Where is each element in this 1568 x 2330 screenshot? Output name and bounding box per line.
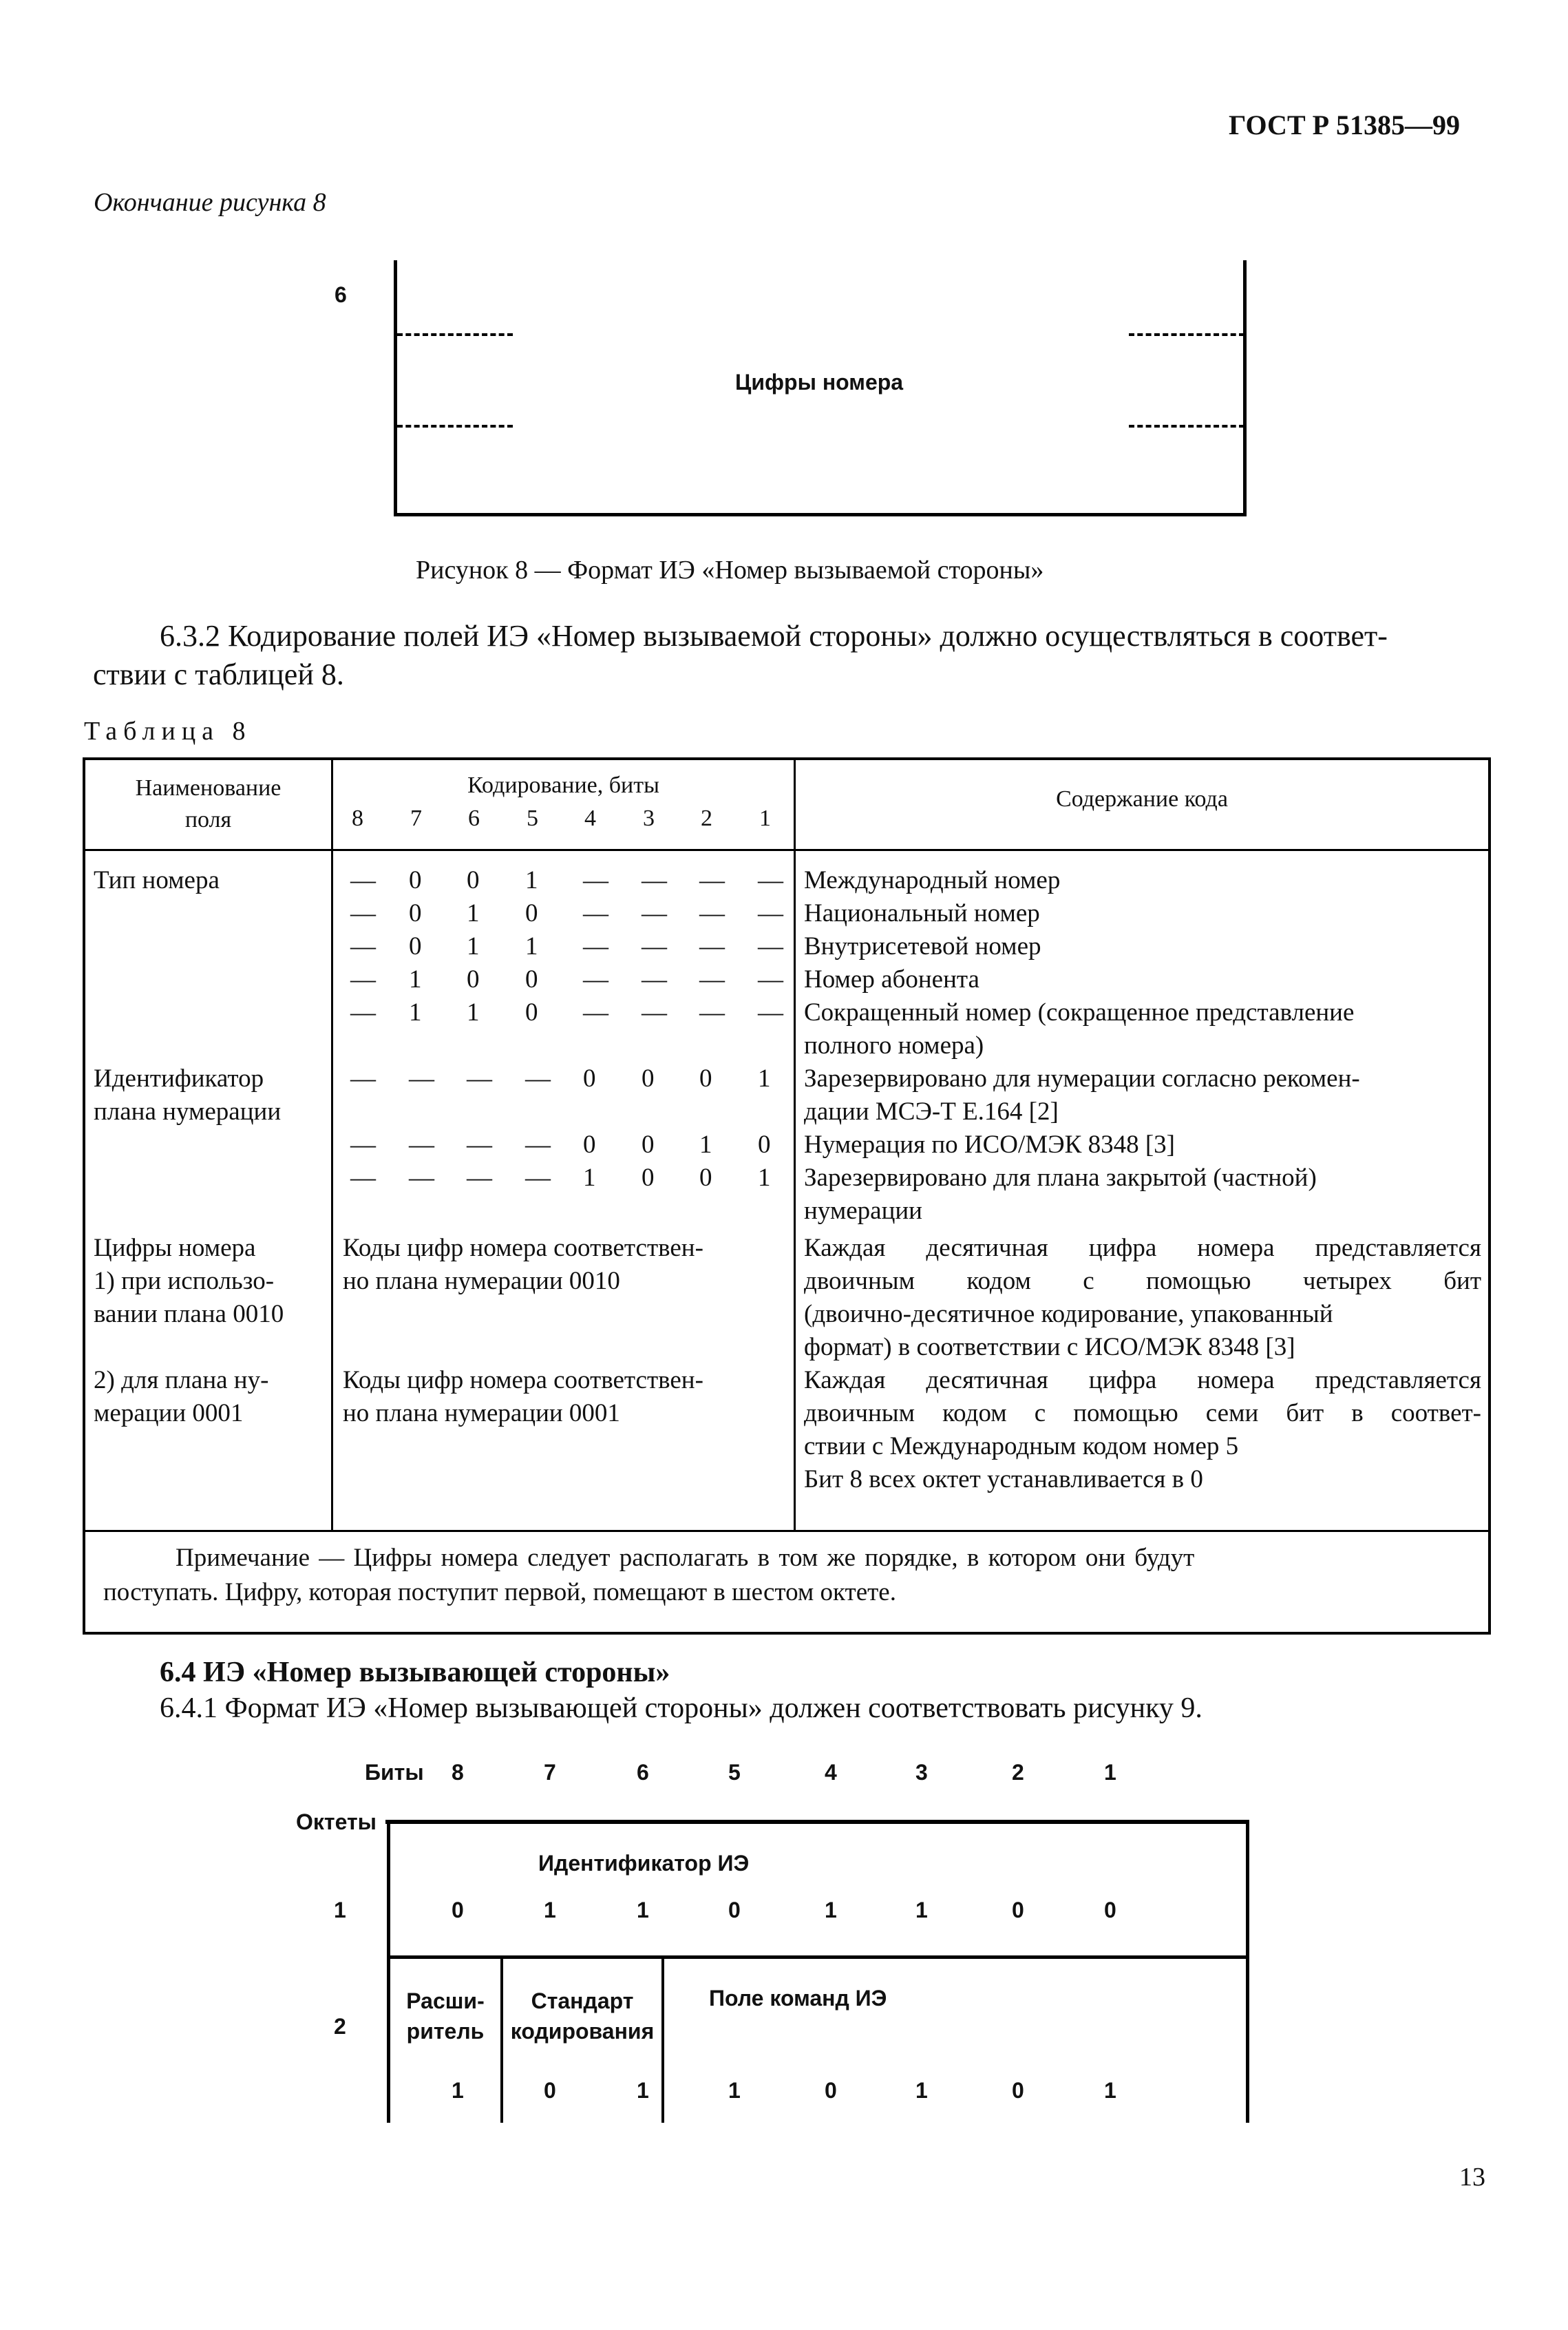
header-text: Наименование: [135, 775, 282, 801]
bit-value: 0: [642, 1164, 655, 1192]
note-line: поступать. Цифру, которая поступит первой, помещают в шестом октете.: [103, 1578, 896, 1606]
bit-value: 0: [409, 866, 422, 894]
header-bit-number: 8: [352, 806, 363, 831]
note-text: Примечание — Цифры номера следует располагать в том же порядке, в котором они будут: [176, 1544, 1195, 1572]
bit-value: —: [642, 965, 667, 994]
fig8-dash: [397, 333, 513, 336]
bit-value: —: [350, 1131, 376, 1159]
octet-2-bit: 0: [825, 2078, 837, 2103]
bit-value: 1: [758, 1164, 771, 1192]
octet-1-bit: 0: [728, 1898, 741, 1922]
label-text: ритель: [406, 2019, 485, 2044]
bit-value: —: [758, 965, 783, 994]
bit-value: —: [350, 899, 376, 927]
bit-value: 0: [525, 998, 538, 1027]
field-name-line: Тип номера: [94, 866, 220, 894]
header-bit-number: 6: [468, 806, 480, 831]
bit-value: —: [350, 1064, 376, 1093]
bit-value: —: [409, 1164, 434, 1192]
code-content: Внутрисетевой номер: [804, 932, 1041, 961]
fig8-dash: [397, 425, 513, 428]
label-text: Стандарт: [531, 1988, 634, 2013]
code-content: дации МСЭ-Т Е.164 [2]: [804, 1098, 1059, 1126]
table-note: [103, 1541, 1194, 1610]
field-name: 1) при использо-: [94, 1267, 275, 1295]
field-name: [94, 1062, 331, 1129]
bit-value: 0: [467, 866, 480, 894]
bit-value: 0: [642, 1131, 655, 1159]
section-6-4-title: 6.4 ИЭ «Номер вызывающей стороны»: [160, 1657, 670, 1688]
bit-value: —: [350, 1164, 376, 1192]
label-text: кодирования: [510, 2019, 655, 2044]
bit-value: —: [758, 866, 783, 894]
header-text: поля: [184, 807, 232, 832]
coding-text: но плана нумерации 0010: [343, 1267, 620, 1295]
command-field-label: Поле команд ИЭ: [709, 1986, 887, 2011]
bit-value: —: [642, 899, 667, 927]
bit-value: —: [758, 932, 783, 961]
bit-number: 4: [825, 1760, 837, 1785]
octet-2-bit: 1: [1104, 2078, 1116, 2103]
code-content: нумерации: [804, 1197, 922, 1225]
field-name: вании плана 0010: [94, 1300, 284, 1328]
coding-text: Коды цифр номера соответствен-: [343, 1234, 703, 1262]
fig9-std-divider: [661, 1955, 664, 2123]
octet-2-bit: 1: [915, 2078, 928, 2103]
bit-value: —: [699, 998, 725, 1027]
field-name: 2) для плана ну-: [94, 1366, 269, 1394]
code-content: Зарезервировано для нумерации согласно рекомен-: [804, 1064, 1360, 1093]
coding-text: но плана нумерации 0001: [343, 1399, 620, 1427]
bit-value: 0: [642, 1064, 655, 1093]
bit-value: —: [525, 1164, 551, 1192]
bit-number: 5: [728, 1760, 741, 1785]
paragraph-6-3-2: [93, 617, 1388, 694]
field-name-line: плана нумерации: [94, 1098, 282, 1126]
code-content: Номер абонента: [804, 965, 979, 994]
bit-number: 3: [915, 1760, 928, 1785]
paragraph-line: 6.3.2 Кодирование полей ИЭ «Номер вызываемой стороны» должно осуществляться в соответ-: [160, 619, 1388, 653]
doc-code: ГОСТ Р 51385—99: [1229, 109, 1461, 140]
code-content: двоичным кодом с помощью четырех бит: [804, 1267, 1481, 1295]
octet-2-bit: 0: [1012, 2078, 1024, 2103]
code-content: Сокращенный номер (сокращенное представление: [804, 998, 1355, 1027]
octet-1-bit: 0: [452, 1898, 464, 1922]
bit-number: 2: [1012, 1760, 1024, 1785]
fig9-right-border: [1246, 1820, 1249, 2123]
bit-value: 0: [583, 1064, 596, 1093]
bit-value: 1: [467, 899, 480, 927]
fig9-left-border: [387, 1820, 390, 2123]
octet-2-bit: 1: [452, 2078, 464, 2103]
bit-value: 0: [758, 1131, 771, 1159]
bit-value: 1: [525, 932, 538, 961]
header-bit-number: 4: [584, 806, 596, 831]
bit-value: —: [409, 1064, 434, 1093]
bit-value: 0: [583, 1131, 596, 1159]
header-bit-number: 3: [643, 806, 655, 831]
field-name: [94, 864, 331, 897]
bit-value: 1: [525, 866, 538, 894]
code-content: (двоично-десятичное кодирование, упакованный: [804, 1300, 1333, 1328]
bit-value: —: [409, 1131, 434, 1159]
bit-value: 0: [525, 899, 538, 927]
bit-value: —: [642, 866, 667, 894]
bit-value: —: [467, 1064, 492, 1093]
paragraph-6-4-1: 6.4.1 Формат ИЭ «Номер вызывающей стороны» должен соответствовать рисунку 9.: [160, 1692, 1203, 1724]
bit-value: —: [758, 899, 783, 927]
code-content: Бит 8 всех октет устанавливается в 0: [804, 1465, 1203, 1493]
header-content: Содержание кода: [1056, 786, 1228, 812]
bit-value: 1: [699, 1131, 712, 1159]
table-border: [83, 1632, 1491, 1635]
code-content: Международный номер: [804, 866, 1061, 894]
bit-number: 7: [544, 1760, 556, 1785]
octet-1-bit: 1: [544, 1898, 556, 1922]
octet-2-bit: 1: [728, 2078, 741, 2103]
bit-value: 1: [409, 998, 422, 1027]
bit-value: 1: [409, 965, 422, 994]
fig9-octet-divider: [387, 1955, 1249, 1959]
bit-value: —: [583, 932, 608, 961]
table-header-rule: [83, 849, 1491, 851]
bit-value: 1: [758, 1064, 771, 1093]
bit-number: 6: [637, 1760, 649, 1785]
code-content: полного номера): [804, 1031, 984, 1060]
bit-value: 0: [525, 965, 538, 994]
fig8-left-border: [394, 260, 397, 516]
bit-value: —: [525, 1131, 551, 1159]
bit-value: —: [583, 866, 608, 894]
table-border: [83, 757, 1491, 760]
octet-2-bit: 1: [637, 2078, 649, 2103]
bit-value: —: [583, 998, 608, 1027]
fig8-dash: [1129, 333, 1244, 336]
table-col-rule: [794, 757, 796, 1531]
code-content: Нумерация по ИСО/МЭК 8348 [3]: [804, 1131, 1175, 1159]
table-border: [1488, 757, 1491, 1635]
bit-value: —: [699, 866, 725, 894]
paragraph-line: ствии с таблицей 8.: [93, 658, 344, 691]
octet-1-bit: 0: [1104, 1898, 1116, 1922]
header-bit-number: 1: [759, 806, 771, 831]
fig8-bottom-border: [394, 513, 1247, 516]
bit-number: 1: [1104, 1760, 1116, 1785]
code-content: Зарезервировано для плана закрытой (частной): [804, 1164, 1317, 1192]
octet-1-bit: 1: [637, 1898, 649, 1922]
bit-value: —: [583, 899, 608, 927]
octets-label: Октеты: [296, 1809, 377, 1834]
bit-value: —: [642, 932, 667, 961]
bit-value: —: [350, 932, 376, 961]
bit-value: —: [699, 899, 725, 927]
coding-standard-label: [503, 1986, 661, 2046]
header-bit-number: 7: [410, 806, 422, 831]
code-content: формат) в соответствии с ИСО/МЭК 8348 [3]: [804, 1333, 1295, 1361]
bit-value: —: [699, 965, 725, 994]
bit-value: 0: [699, 1064, 712, 1093]
note-line: [103, 1541, 1194, 1575]
table-col-rule: [331, 757, 333, 1531]
code-content: ствии с Международным кодом номер 5: [804, 1432, 1239, 1460]
bit-value: 0: [409, 932, 422, 961]
bit-value: —: [583, 965, 608, 994]
bit-value: —: [699, 932, 725, 961]
code-content: Каждая десятичная цифра номера представляется: [804, 1234, 1481, 1262]
bit-value: —: [525, 1064, 551, 1093]
table-note-rule: [83, 1530, 1491, 1532]
fig8-right-border: [1243, 260, 1247, 516]
figure-continuation-label: Окончание рисунка 8: [94, 188, 326, 217]
field-name-line: Идентификатор: [94, 1064, 264, 1093]
octet-2-bit: 0: [544, 2078, 556, 2103]
bit-value: 1: [467, 998, 480, 1027]
header-coding: Кодирование, биты: [467, 773, 659, 798]
ie-identifier-label: Идентификатор ИЭ: [538, 1851, 750, 1876]
bit-value: —: [467, 1164, 492, 1192]
octet-1-bit: 1: [825, 1898, 837, 1922]
table-8-caption: Таблица 8: [84, 717, 252, 746]
field-name: Цифры номера: [94, 1234, 256, 1262]
octet-1-bit: 0: [1012, 1898, 1024, 1922]
extension-field-label: [390, 1986, 500, 2046]
bit-value: —: [350, 965, 376, 994]
bit-value: 0: [409, 899, 422, 927]
fig9-top-border: [385, 1820, 1249, 1824]
bit-value: 0: [467, 965, 480, 994]
octet-2-number: 2: [334, 2014, 346, 2039]
header-bit-number: 2: [701, 806, 712, 831]
bit-value: —: [758, 998, 783, 1027]
code-content: Каждая десятичная цифра номера представляется: [804, 1366, 1481, 1394]
label-text: Расши-: [406, 1988, 485, 2013]
bit-value: 1: [583, 1164, 596, 1192]
fig8-dash: [1129, 425, 1244, 428]
table-border: [83, 757, 85, 1635]
coding-text: Коды цифр номера соответствен-: [343, 1366, 703, 1394]
page-number: 13: [1459, 2163, 1485, 2192]
bit-value: —: [467, 1131, 492, 1159]
fig8-field-label: Цифры номера: [735, 370, 904, 395]
bit-value: —: [350, 998, 376, 1027]
bit-value: 0: [699, 1164, 712, 1192]
field-name: мерации 0001: [94, 1399, 244, 1427]
bit-value: —: [642, 998, 667, 1027]
octet-1-bit: 1: [915, 1898, 928, 1922]
figure-8-caption: Рисунок 8 — Формат ИЭ «Номер вызываемой стороны»: [416, 556, 1044, 585]
octet-number: 6: [335, 282, 347, 307]
header-field-name: [85, 773, 331, 836]
code-content: двоичным кодом с помощью семи бит в соответ-: [804, 1399, 1481, 1427]
header-bit-number: 5: [527, 806, 538, 831]
bit-number: 8: [452, 1760, 464, 1785]
code-content: Национальный номер: [804, 899, 1040, 927]
bit-value: —: [350, 866, 376, 894]
octet-1-number: 1: [334, 1898, 346, 1922]
bit-value: 1: [467, 932, 480, 961]
bits-label: Биты: [365, 1760, 424, 1785]
